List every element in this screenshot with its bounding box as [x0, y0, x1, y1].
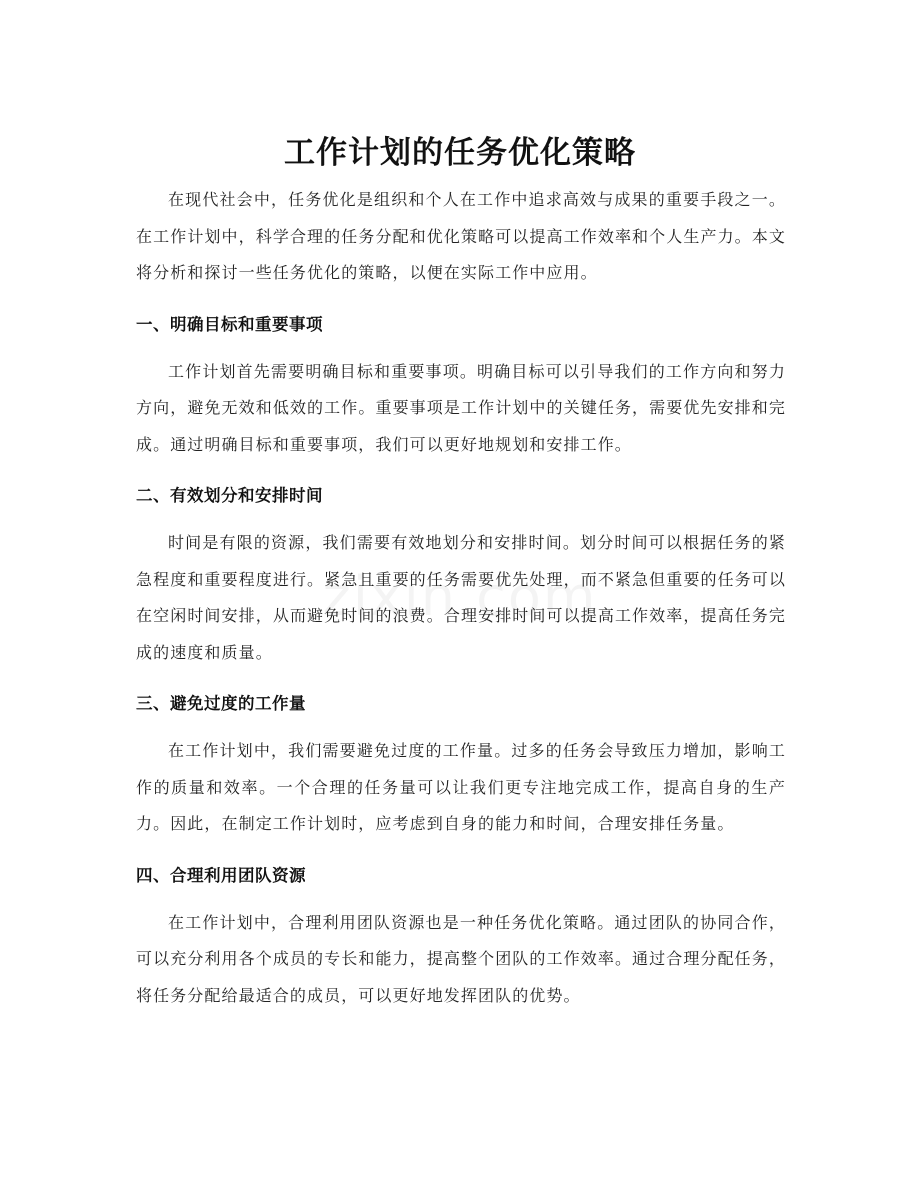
- section-heading: 四、合理利用团队资源: [136, 865, 306, 885]
- section-heading: 三、避免过度的工作量: [136, 694, 306, 713]
- section-1: [136, 312, 786, 464]
- intro-paragraph: 在现代社会中，任务优化是组织和个人在工作中追求高效与成果的重要手段之一。在工作计划中，科学合理的任务分配和优化策略可以提高工作效率和个人生产力。本文将分析和探讨一些任务优化的策略，以便在实际工作中应用。: [136, 190, 786, 282]
- section-paragraph: 在工作计划中，合理利用团队资源也是一种任务优化策略。通过团队的协同合作，可以充分利用各个成员的专长和能力，提高整个团队的工作效率。通过合理分配任务，将任务分配给最适合的成员，可以更好地发挥团队的优势。: [136, 912, 786, 1005]
- section-paragraph: 工作计划首先需要明确目标和重要事项。明确目标可以引导我们的工作方向和努力方向，避免无效和低效的工作。重要事项是工作计划中的关键任务，需要优先安排和完成。通过明确目标和重要事项，我们可以更好地规划和安排工作。: [136, 361, 786, 454]
- section-2: [136, 483, 786, 671]
- section-heading: 二、有效划分和安排时间: [136, 486, 323, 505]
- page-title: 工作计划的任务优化策略: [284, 134, 636, 171]
- section-paragraph: 在工作计划中，我们需要避免过度的工作量。过多的任务会导致压力增加，影响工作的质量和效率。一个合理的任务量可以让我们更专注地完成工作，提高自身的生产力。因此，在制定工作计划时，应考虑到自身的能力和时间，合理安排任务量。: [136, 741, 786, 833]
- section-3: [136, 691, 786, 843]
- section-4: [136, 863, 786, 1015]
- document-body: [136, 182, 786, 1014]
- section-heading: 一、明确目标和重要事项: [136, 314, 323, 334]
- section-paragraph: 时间是有限的资源，我们需要有效地划分和安排时间。划分时间可以根据任务的紧急程度和重要程度进行。紧急且重要的任务需要优先处理，而不紧急但重要的任务可以在空闲时间安排，从而避免时间的浪费。合理安排时间可以提高工作效率，提高任务完成的速度和质量。: [136, 533, 786, 662]
